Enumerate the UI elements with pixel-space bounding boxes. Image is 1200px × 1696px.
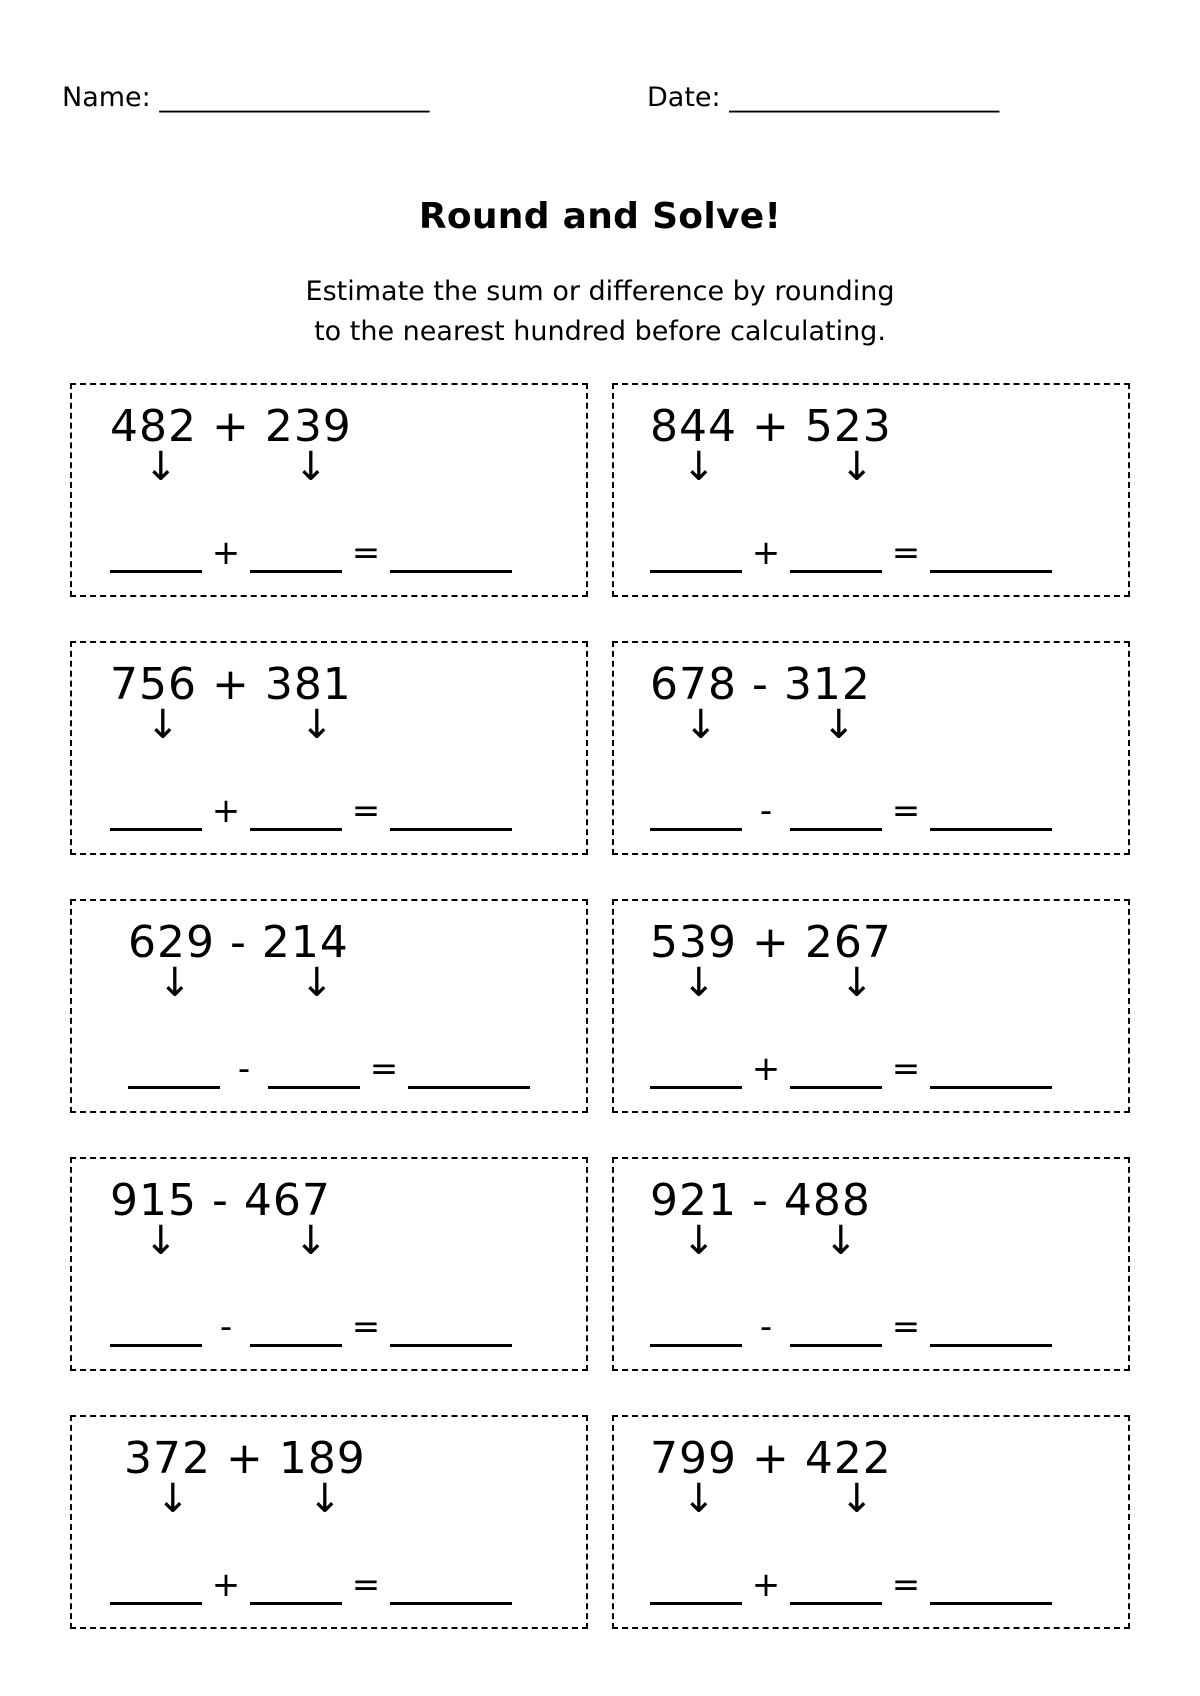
problem-card-3: [70, 641, 588, 855]
operator: +: [751, 1049, 781, 1089]
operator: +: [211, 791, 241, 831]
estimate-answer-blank[interactable]: [930, 1314, 1052, 1347]
operator: +: [211, 533, 241, 573]
instructions-line-2: to the nearest hundred before calculating.: [314, 316, 886, 347]
header-row: [62, 82, 1152, 126]
page-title: Round and Solve!: [418, 196, 782, 237]
operator: -: [237, 1049, 251, 1089]
estimate-answer-blank[interactable]: [930, 1572, 1052, 1605]
arrow-down-icon: ↓: [684, 702, 718, 748]
rounded-first-blank[interactable]: [128, 1056, 220, 1089]
problem-expression: 678 - 312: [650, 659, 871, 710]
rounded-second-blank[interactable]: [790, 1056, 882, 1089]
estimate-answer-blank[interactable]: [930, 798, 1052, 831]
rounded-first-blank[interactable]: [650, 1314, 742, 1347]
problem-expression: 921 - 488: [650, 1175, 871, 1226]
answer-line: [650, 533, 1052, 573]
estimate-answer-blank[interactable]: [390, 798, 512, 831]
arrow-down-icon: ↓: [144, 1218, 178, 1264]
rounded-first-blank[interactable]: [650, 1572, 742, 1605]
answer-line: [110, 1307, 512, 1347]
estimate-answer-blank[interactable]: [930, 1056, 1052, 1089]
instructions: [0, 272, 1200, 352]
arrow-down-icon: ↓: [308, 1476, 342, 1522]
rounded-first-blank[interactable]: [110, 798, 202, 831]
arrow-down-icon: ↓: [156, 1476, 190, 1522]
rounded-second-blank[interactable]: [790, 798, 882, 831]
answer-line: [110, 1565, 512, 1605]
date-field[interactable]: Date: ____________________: [647, 82, 1000, 113]
rounded-second-blank[interactable]: [250, 1314, 342, 1347]
operator: +: [751, 533, 781, 573]
arrow-down-icon: ↓: [682, 960, 716, 1006]
arrow-down-icon: ↓: [300, 960, 334, 1006]
rounded-second-blank[interactable]: [790, 540, 882, 573]
operator: -: [759, 1307, 773, 1347]
problem-card-5: [70, 899, 588, 1113]
rounded-first-blank[interactable]: [650, 798, 742, 831]
problem-card-2: [612, 383, 1130, 597]
equals-sign: =: [351, 1307, 381, 1347]
equals-sign: =: [891, 1307, 921, 1347]
rounded-first-blank[interactable]: [650, 540, 742, 573]
problem-expression: 372 + 189: [124, 1433, 366, 1484]
arrow-down-icon: ↓: [146, 702, 180, 748]
estimate-answer-blank[interactable]: [390, 1314, 512, 1347]
answer-line: [650, 791, 1052, 831]
equals-sign: =: [891, 791, 921, 831]
problem-expression: 482 + 239: [110, 401, 352, 452]
rounded-first-blank[interactable]: [650, 1056, 742, 1089]
problem-card-9: [70, 1415, 588, 1629]
estimate-answer-blank[interactable]: [390, 1572, 512, 1605]
problem-card-8: [612, 1157, 1130, 1371]
arrow-down-icon: ↓: [822, 702, 856, 748]
problem-card-7: [70, 1157, 588, 1371]
arrow-down-icon: ↓: [682, 1476, 716, 1522]
answer-line: [650, 1049, 1052, 1089]
equals-sign: =: [891, 533, 921, 573]
instructions-line-1: Estimate the sum or difference by rounding: [305, 276, 895, 307]
problem-expression: 799 + 422: [650, 1433, 892, 1484]
answer-line: [650, 1565, 1052, 1605]
operator: +: [211, 1565, 241, 1605]
rounded-first-blank[interactable]: [110, 540, 202, 573]
arrow-down-icon: ↓: [294, 1218, 328, 1264]
arrow-down-icon: ↓: [300, 702, 334, 748]
estimate-answer-blank[interactable]: [390, 540, 512, 573]
estimate-answer-blank[interactable]: [408, 1056, 530, 1089]
arrow-down-icon: ↓: [682, 1218, 716, 1264]
operator: +: [751, 1565, 781, 1605]
name-field[interactable]: Name: ____________________: [62, 82, 430, 113]
equals-sign: =: [351, 791, 381, 831]
estimate-answer-blank[interactable]: [930, 540, 1052, 573]
rounded-second-blank[interactable]: [250, 798, 342, 831]
rounded-first-blank[interactable]: [110, 1314, 202, 1347]
arrow-down-icon: ↓: [144, 444, 178, 490]
arrow-down-icon: ↓: [840, 1476, 874, 1522]
rounded-second-blank[interactable]: [250, 540, 342, 573]
rounded-second-blank[interactable]: [790, 1572, 882, 1605]
operator: -: [759, 791, 773, 831]
equals-sign: =: [369, 1049, 399, 1089]
arrow-down-icon: ↓: [840, 444, 874, 490]
answer-line: [128, 1049, 530, 1089]
problem-expression: 539 + 267: [650, 917, 892, 968]
arrow-down-icon: ↓: [158, 960, 192, 1006]
rounded-second-blank[interactable]: [268, 1056, 360, 1089]
problem-card-4: [612, 641, 1130, 855]
problem-expression: 629 - 214: [128, 917, 349, 968]
answer-line: [110, 533, 512, 573]
problem-expression: 915 - 467: [110, 1175, 331, 1226]
operator: -: [219, 1307, 233, 1347]
rounded-first-blank[interactable]: [110, 1572, 202, 1605]
arrow-down-icon: ↓: [840, 960, 874, 1006]
problem-card-6: [612, 899, 1130, 1113]
answer-line: [650, 1307, 1052, 1347]
rounded-second-blank[interactable]: [790, 1314, 882, 1347]
arrow-down-icon: ↓: [682, 444, 716, 490]
problem-expression: 844 + 523: [650, 401, 892, 452]
equals-sign: =: [351, 533, 381, 573]
answer-line: [110, 791, 512, 831]
arrow-down-icon: ↓: [294, 444, 328, 490]
equals-sign: =: [891, 1049, 921, 1089]
problem-card-1: [70, 383, 588, 597]
arrow-down-icon: ↓: [824, 1218, 858, 1264]
equals-sign: =: [891, 1565, 921, 1605]
problem-card-10: [612, 1415, 1130, 1629]
equals-sign: =: [351, 1565, 381, 1605]
rounded-second-blank[interactable]: [250, 1572, 342, 1605]
problem-expression: 756 + 381: [110, 659, 352, 710]
